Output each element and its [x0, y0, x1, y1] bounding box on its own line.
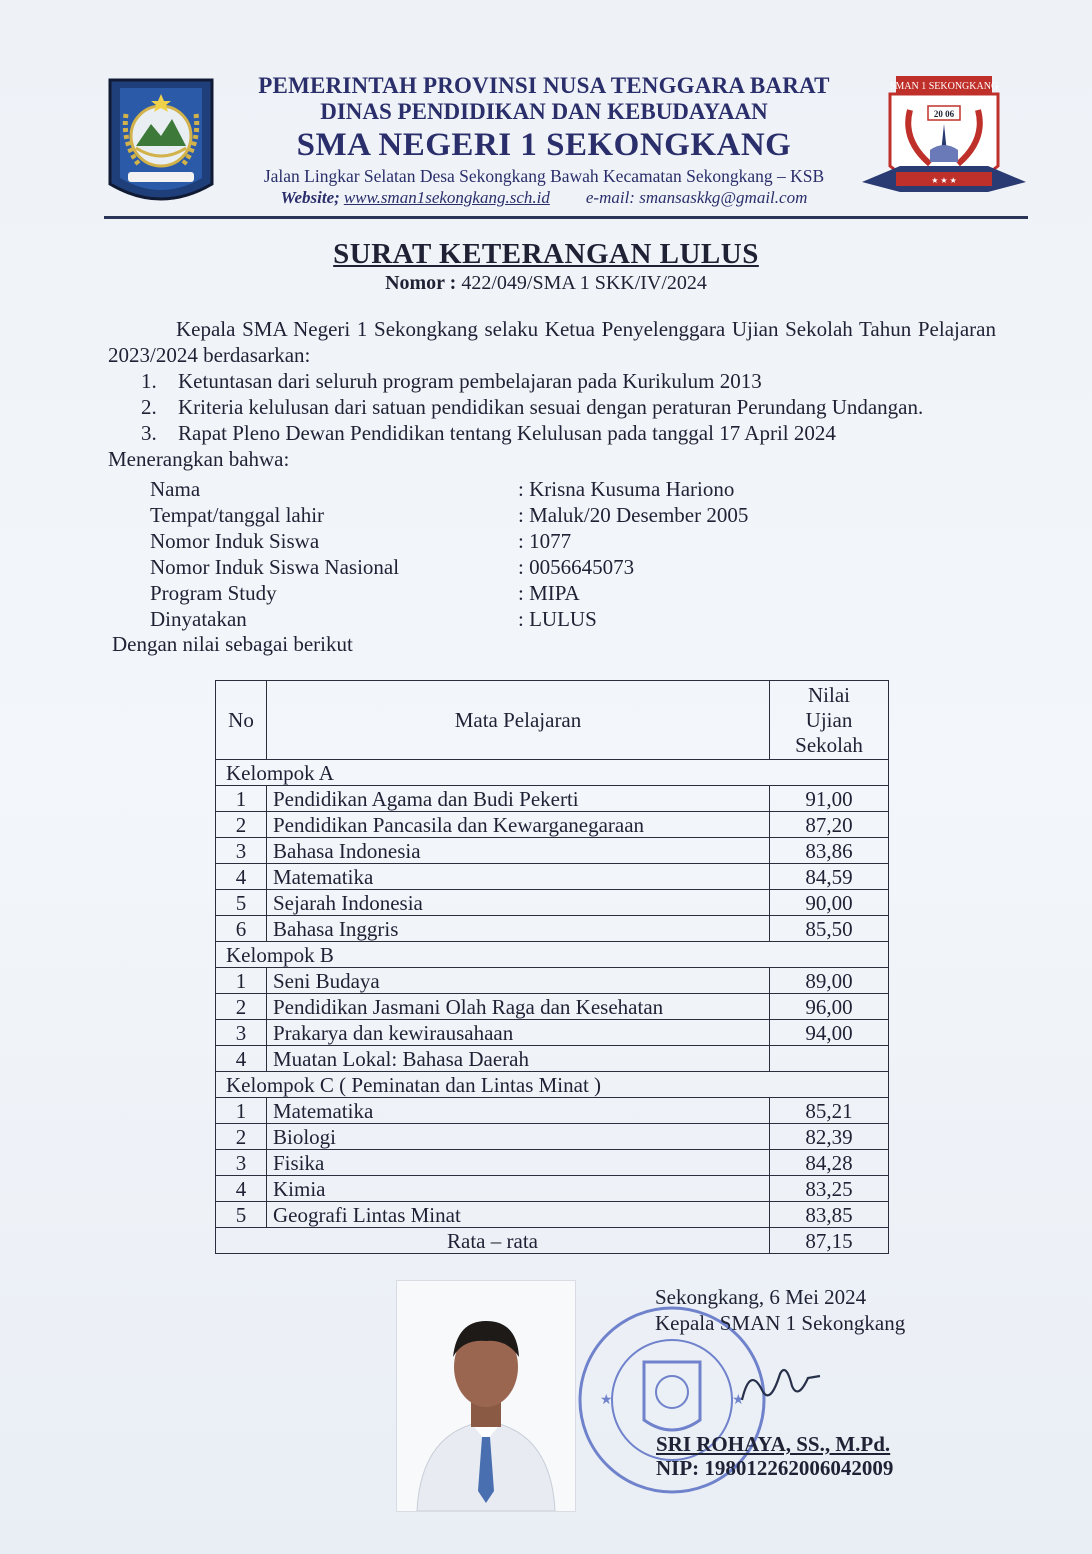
intro-paragraph: Kepala SMA Negeri 1 Sekongkang selaku Ketua Penyelenggara Ujian Sekolah Tahun Pelajaran 2023/2024 berdasarkan:: [108, 317, 996, 367]
school-emblem-icon: [860, 70, 1028, 210]
declares-line: Menerangkan bahwa:: [108, 447, 290, 471]
row-score: 85,21: [770, 1098, 889, 1124]
group-name: Kelompok C ( Peminatan dan Lintas Minat ): [216, 1072, 889, 1098]
row-subject: Muatan Lokal: Bahasa Daerah: [267, 1046, 770, 1072]
letterhead-text: [214, 72, 874, 209]
row-subject: Matematika: [267, 1098, 770, 1124]
row-subject: Seni Budaya: [267, 968, 770, 994]
row-score: 83,86: [770, 838, 889, 864]
row-score: 90,00: [770, 890, 889, 916]
row-score: 84,28: [770, 1150, 889, 1176]
row-number: 2: [216, 812, 267, 838]
row-subject: Pendidikan Jasmani Olah Raga dan Kesehatan: [267, 994, 770, 1020]
field-value: : Maluk/20 Desember 2005: [518, 503, 749, 527]
row-score: 82,39: [770, 1124, 889, 1150]
table-row: [216, 864, 889, 890]
row-subject: Bahasa Indonesia: [267, 838, 770, 864]
row-number: 1: [216, 968, 267, 994]
row-score: 96,00: [770, 994, 889, 1020]
list-item: [108, 420, 996, 446]
basis-list: [108, 368, 996, 446]
place-date: Sekongkang, 6 Mei 2024: [655, 1285, 867, 1309]
row-subject: Prakarya dan kewirausahaan: [267, 1020, 770, 1046]
group-row: [216, 1072, 889, 1098]
row-score: 91,00: [770, 786, 889, 812]
average-row: [216, 1228, 889, 1254]
email-link[interactable]: smansaskkg@gmail.com: [639, 188, 808, 207]
document-number-label: Nomor :: [385, 272, 457, 294]
row-number: 4: [216, 1046, 267, 1072]
row-number: 1: [216, 1098, 267, 1124]
list-item-number: 1.: [141, 369, 157, 393]
table-header-row: [216, 681, 889, 760]
row-number: 5: [216, 1202, 267, 1228]
row-number: 3: [216, 1150, 267, 1176]
grades-table: [215, 680, 889, 1254]
field-row: [150, 528, 850, 554]
table-row: [216, 1046, 889, 1072]
average-value: 87,15: [770, 1228, 889, 1254]
row-score: 83,85: [770, 1202, 889, 1228]
field-row: [150, 554, 850, 580]
field-label: Nomor Induk Siswa Nasional: [150, 555, 400, 579]
contact-line: [214, 187, 874, 209]
svg-text:★: ★: [732, 1393, 745, 1408]
table-row: [216, 786, 889, 812]
table-row: [216, 1020, 889, 1046]
government-name: PEMERINTAH PROVINSI NUSA TENGGARA BARAT: [258, 73, 830, 98]
table-row: [216, 1150, 889, 1176]
field-value: : LULUS: [518, 607, 597, 631]
field-label: Dinyatakan: [150, 607, 247, 631]
field-value: : MIPA: [518, 581, 580, 605]
svg-text:★ ★ ★: ★ ★ ★: [931, 176, 957, 185]
student-photo-icon: [396, 1280, 576, 1512]
list-item-text: Rapat Pleno Dewan Pendidikan tentang Kelulusan pada tanggal 17 April 2024: [178, 421, 836, 445]
group-name: Kelompok B: [216, 942, 889, 968]
field-label: Nomor Induk Siswa: [150, 529, 320, 553]
field-label: Tempat/tanggal lahir: [150, 503, 325, 527]
row-number: 1: [216, 786, 267, 812]
row-number: 4: [216, 1176, 267, 1202]
table-row: [216, 1098, 889, 1124]
header-subject: Mata Pelajaran: [267, 681, 770, 760]
row-number: 3: [216, 838, 267, 864]
table-row: [216, 1176, 889, 1202]
signer-nip: NIP: 198012262006042009: [656, 1456, 894, 1480]
row-subject: Kimia: [267, 1176, 770, 1202]
header-no: No: [216, 681, 267, 760]
student-details: [150, 476, 850, 632]
row-number: 6: [216, 916, 267, 942]
row-subject: Pendidikan Agama dan Budi Pekerti: [267, 786, 770, 812]
row-number: 2: [216, 994, 267, 1020]
table-row: [216, 838, 889, 864]
document-body: [108, 316, 996, 472]
field-label: Nama: [150, 477, 201, 501]
row-score: [770, 1046, 889, 1072]
average-label: Rata – rata: [216, 1228, 770, 1254]
signature-block: [655, 1284, 905, 1336]
table-row: [216, 916, 889, 942]
department-name: DINAS PENDIDIKAN DAN KEBUDAYAAN: [320, 99, 768, 124]
website-link[interactable]: www.sman1sekongkang.sch.id: [343, 188, 550, 207]
table-row: [216, 994, 889, 1020]
handwritten-signature-icon: [736, 1360, 826, 1410]
group-name: Kelompok A: [216, 760, 889, 786]
row-score: 89,00: [770, 968, 889, 994]
field-label: Program Study: [150, 581, 277, 605]
list-item: [108, 368, 996, 394]
svg-text:20 06: 20 06: [933, 109, 955, 119]
group-row: [216, 942, 889, 968]
field-row: [150, 580, 850, 606]
group-row: [216, 760, 889, 786]
row-subject: Biologi: [267, 1124, 770, 1150]
row-number: 3: [216, 1020, 267, 1046]
field-value: : Krisna Kusuma Hariono: [518, 477, 735, 501]
table-row: [216, 812, 889, 838]
document-title: SURAT KETERANGAN LULUS: [333, 238, 759, 270]
provincial-emblem-icon: [106, 74, 216, 212]
header-score: Nilai Ujian Sekolah: [770, 681, 889, 760]
svg-text:★: ★: [600, 1393, 613, 1408]
field-value: : 0056645073: [518, 555, 635, 579]
row-score: 83,25: [770, 1176, 889, 1202]
row-subject: Sejarah Indonesia: [267, 890, 770, 916]
row-subject: Pendidikan Pancasila dan Kewarganegaraan: [267, 812, 770, 838]
row-subject: Fisika: [267, 1150, 770, 1176]
signer-position: Kepala SMAN 1 Sekongkang: [655, 1311, 906, 1335]
row-subject: Bahasa Inggris: [267, 916, 770, 942]
list-item: [108, 394, 996, 420]
row-score: 84,59: [770, 864, 889, 890]
document-number-value: 422/049/SMA 1 SKK/IV/2024: [461, 272, 707, 294]
signer-name: SRI ROHAYA, SS., M.Pd.: [656, 1432, 891, 1456]
row-subject: Geografi Lintas Minat: [267, 1202, 770, 1228]
row-score: 94,00: [770, 1020, 889, 1046]
website-label: Website;: [280, 188, 340, 207]
field-row: [150, 476, 850, 502]
school-address: Jalan Lingkar Selatan Desa Sekongkang Bawah Kecamatan Sekongkang – KSB: [263, 166, 825, 186]
row-number: 4: [216, 864, 267, 890]
field-value: : 1077: [518, 529, 572, 553]
email-label: e-mail:: [585, 188, 635, 207]
row-number: 5: [216, 890, 267, 916]
row-score: 85,50: [770, 916, 889, 942]
closing-line: Dengan nilai sebagai berikut: [112, 632, 353, 656]
field-row: [150, 502, 850, 528]
svg-text:SMAN 1 SEKONGKANG: SMAN 1 SEKONGKANG: [889, 81, 999, 92]
table-row: [216, 1202, 889, 1228]
table-row: [216, 890, 889, 916]
letterhead-divider: [104, 216, 1028, 219]
list-item-text: Kriteria kelulusan dari satuan pendidikan sesuai dengan peraturan Perundang Undangan.: [178, 395, 924, 419]
letterhead: [104, 70, 1028, 220]
table-row: [216, 968, 889, 994]
row-subject: Matematika: [267, 864, 770, 890]
document-number: [0, 272, 1092, 295]
list-item-text: Ketuntasan dari seluruh program pembelajaran pada Kurikulum 2013: [178, 369, 762, 393]
school-name: SMA NEGERI 1 SEKONGKANG: [296, 127, 792, 163]
list-item-number: 2.: [141, 395, 157, 419]
field-row: [150, 606, 850, 632]
row-number: 2: [216, 1124, 267, 1150]
list-item-number: 3.: [141, 421, 157, 445]
table-row: [216, 1124, 889, 1150]
row-score: 87,20: [770, 812, 889, 838]
